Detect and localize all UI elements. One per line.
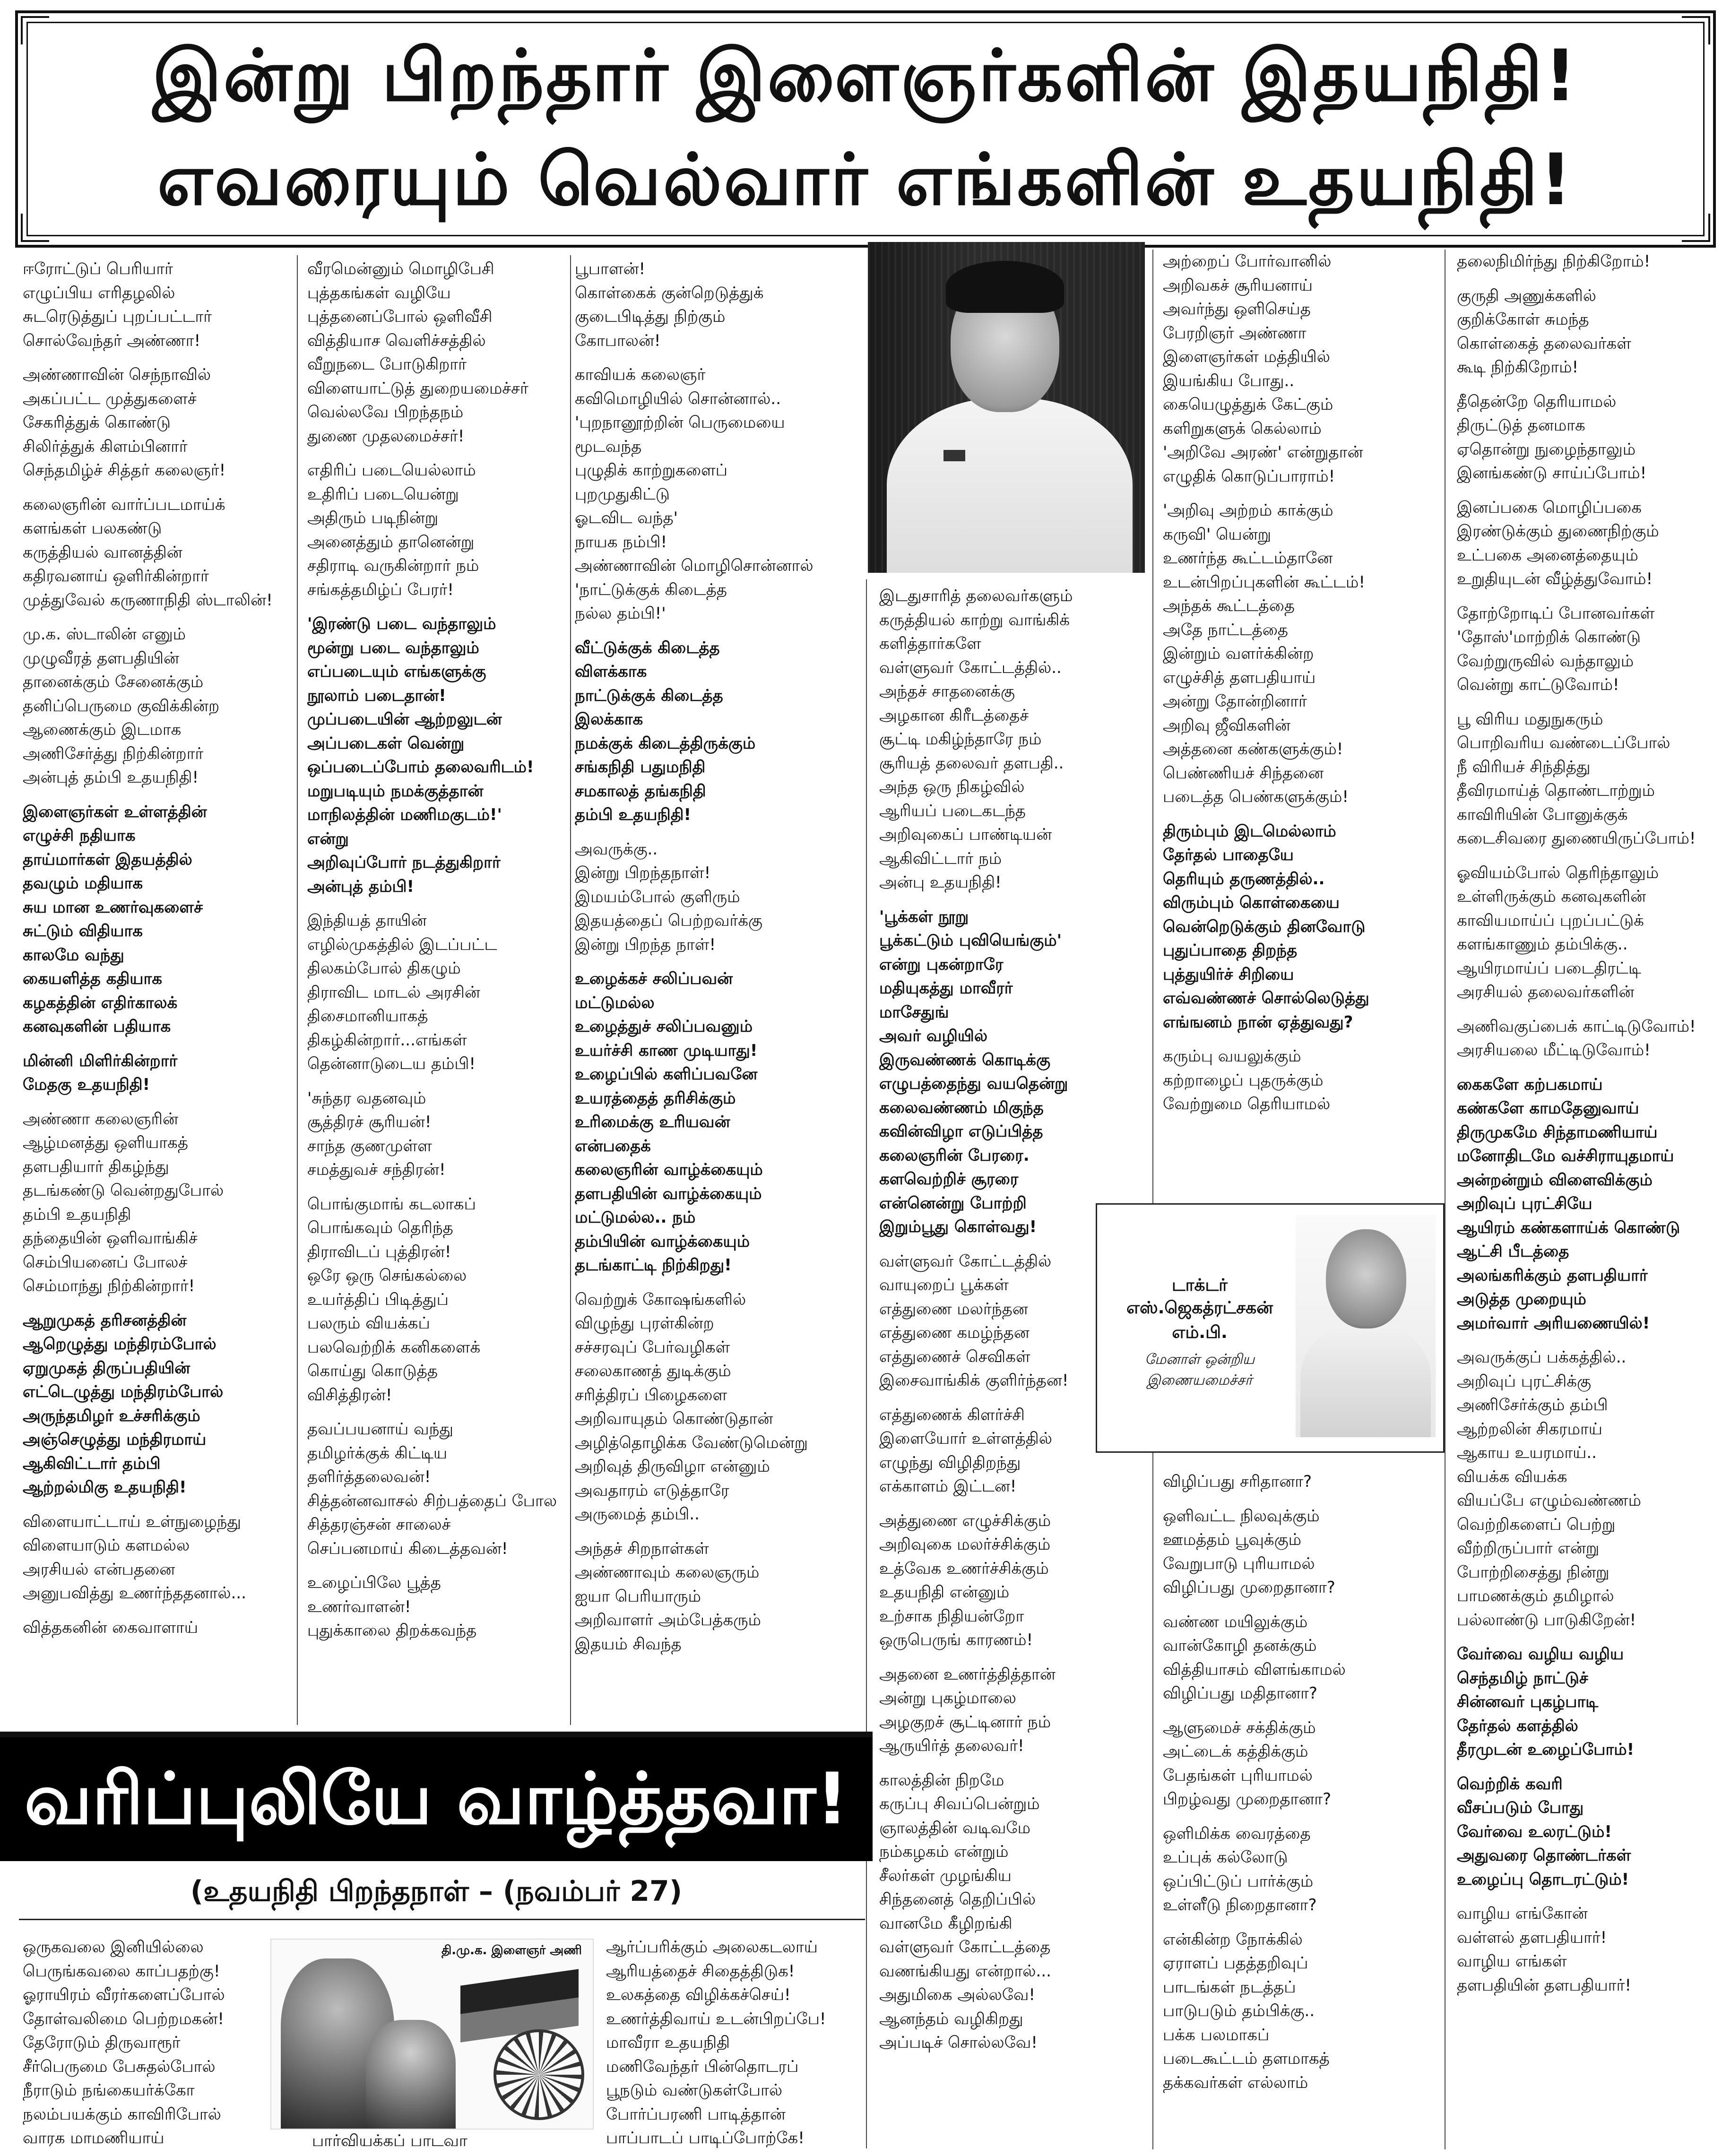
banner-corner [1682,214,1710,242]
poem-column-6 [1457,250,1722,2145]
stanza: ஒளிமிக்க வைரத்தை உப்புக் கல்லோடு ஒப்பிட்டுப் பார்க்கும் உள்ளீடு நிறைதானா? [1163,1824,1317,1915]
photo-figure-hair [946,261,1064,313]
stanza: பூபாளன்! கொள்கைக் குன்றெடுத்துக் குடைபிடித்து நிற்கும் கோபாலன்! [575,259,764,350]
stanza: ஈரோட்டுப் பெரியார் எழுப்பிய எரிதழலில் சுடரெடுத்துப் புறப்பட்டார் சொல்வேந்தர் அண்ணா! [23,259,212,350]
stanza: இளைஞர்கள் உள்ளத்தின் எழுச்சி நதியாக தாய்மார்கள் இதயத்தில் தவழும் மதியாக சுய மான உணர்வுகளைச் சுட்டும் விதியாக காலமே வந்து கையளித்த கதியாக கழகத்தின் எதிர்காலக் கனவுகளின் பதியாக [23,802,207,1036]
stanza: வெற்றுக் கோஷங்களில் விழுந்து புரள்கின்ற சச்சரவுப் பேர்வழிகள் சலைகாணத் துடிக்கும் சரித்திரப் பிழைகளை அறிவாயுதம் கொண்டுதான் அழித்தொழிக்க வேண்டுமென்று அறிவுத் திருவிழா என்னும் அவதாரம் எடுத்தாரே அருமைத் தம்பி.. [575,1290,808,1524]
stanza: இனப்பகை மொழிப்பகை இரண்டுக்கும் துணைநிற்கும் உட்பகை அனைத்தையும் உறுதியுடன் வீழ்த்துவோம்! [1457,498,1659,588]
stanza: 'பூக்கள் நூறு பூக்கட்டும் புவியெங்கும்' என்று புகன்றாரே மதியுகத்து மாவீரர் மாசேதுங் அவர் வழியில் இருவண்ணக் கொடிக்கு எழுபத்தைந்து வயதென்று கலைவண்ணம் மிகுந்த கவின்விழா எடுப்பித்த கலைஞரின் பேரரை. களவெற்றிச் சூரரை என்னென்று போற்றி இறும்பூது கொள்வது! [879,907,1068,1236]
stanza: அத்துணை எழுச்சிக்கும் அறிவுகை மலர்ச்சிக்கும் உத்வேக உணர்ச்சிக்கும் உதயநிதி என்னும் உற்சாக நிதியன்றோ ஒருபெருங் காரணம்! [879,1511,1051,1649]
author-title: டாக்டர் [1172,1276,1228,1295]
party-flag-icon [460,1969,579,2042]
poster-label: தி.மு.க. இளைஞர் அணி [441,1943,582,1958]
photo-figure-body [887,398,1133,573]
stanza: அண்ணாவின் செந்நாவில் அகப்பட்ட முத்துகளைச் சேகரித்துக் கொண்டு சிலிர்த்துக் கிளம்பினார் செந்தமிழ்ச் சித்தர் கலைஞர்! [23,365,226,480]
stanza: திரும்பும் இடமெல்லாம் தேர்தல் பாதையே தெரியும் தருணத்தில்.. விரும்பும் கொள்கையை வென்றெடுக்கும் தினவோடு புதுப்பாதை திறந்த புத்துயிர்ச் சிறியை எவ்வண்ணச் சொல்லெடுத்து எங்ஙனம் நான் ஏத்துவது? [1163,821,1369,1032]
stanza: ஆறுமுகத் தரிசனத்தின் ஆறெழுத்து மந்திரம்போல் ஏறுமுகத் திருப்பதியின் எட்டெழுத்து மந்திரம்போல் அருந்தமிழர் உச்சரிக்கும் அஞ்செழுத்து மந்திரமாய் ஆகிவிட்டார் தம்பி ஆற்றல்மிகு உதயநிதி! [23,1311,224,1497]
stanza: அவருக்குப் பக்கத்தில்.. அறிவுப் புரட்சிக்கு அணிசேர்க்கும் தம்பி ஆற்றலின் சிகரமாய் ஆகாய உயரமாய்.. வியக்க வியக்க வியப்பே எழும்வண்ணம் வெற்றிகளைப் பெற்று வீற்றிருப்பார் என்று போற்றிசைத்து நின்று பாமணக்கும் தமிழால் பல்லாண்டு பாடுகிறேன்! [1457,1348,1642,1630]
author-box [1096,1203,1445,1453]
stanza: உழைக்கச் சலிப்பவன் மட்டுமல்ல உழைத்துச் சலிப்பவனும் உயர்ச்சி காண முடியாது! உழைப்பில் களிப்பவனே உயரத்தைத் தரிசிக்கும் உரிமைக்கு உரியவன் என்பதைக் கலைஞரின் வாழ்க்கையும் தளபதியின் வாழ்க்கையும் மட்டுமல்ல.. நம் தம்பியின் வாழ்க்கையும் தடங்காட்டி நிற்கிறது! [575,969,763,1275]
stanza: வேர்வை வழிய வழிய செந்தமிழ் நாட்டுச் சின்னவர் புகழ்பாடி தேர்தல் களத்தில் தீரமுடன் உழைப்போம்! [1457,1645,1635,1759]
stanza: கரும்பு வயலுக்கும் கற்றாழைப் புதருக்கும் வேற்றுமை தெரியாமல் [1163,1047,1331,1113]
author-role-line-1: மேனாள் ஒன்றிய [1144,1351,1255,1368]
stanza: விளையாட்டாய் உள்நுழைந்து விளையாடும் களமல்ல அரசியல் என்பதனை அனுபவித்து உணர்ந்ததனால்... [23,1512,247,1603]
poem-column-1 [23,257,287,1713]
stanza: அவருக்கு.. இன்று பிறந்தநாள்! இமயம்போல் குளிரும் இதயத்தைப் பெற்றவர்க்கு இன்று பிறந்த நாள்! [575,839,763,954]
poem-column-3 [575,257,855,1713]
stanza: தோற்றோடிப் போனவர்கள் 'தோஸ்'மாற்றிக் கொண்டு வேற்றுருவில் வந்தாலும் வென்று காட்டுவோம்! [1457,604,1655,694]
banner-corner [21,214,49,242]
stanza: எதிரிப் படையெல்லாம் உதிரிப் படையென்று அதிரும் படிநின்று அனைத்தும் தானென்று சதிராடி வருகின்றார் நம் சங்கத்தமிழ்ப் பேரர்! [307,461,479,599]
author-name: எஸ்.ஜெகத்ரட்சகன் [1126,1298,1273,1318]
stanza: கலைஞரின் வார்ப்படமாய்க் களங்கள் பலகண்டு கருத்தியல் வானத்தின் கதிரவனாய் ஒளிர்கின்றார் முத்துவேல் கருணாநிதி ஸ்டாலின்! [23,495,273,610]
stanza: 'அறிவு அற்றம் காக்கும் கருவி' யென்று உணர்ந்த கூட்டம்தானே உடன்பிறப்புகளின் கூட்டம்! அந்தக் கூட்டத்தை அதே நாட்டத்தை இன்றும் வளர்க்கின்ற எழுச்சித் தளபதியாய் அன்று தோன்றினார் அறிவு ஜீவிகளின் அத்தனை கண்களுக்கும்! பெண்ணியச் சிந்தனை படைத்த பெண்களுக்கும்! [1163,501,1365,806]
rising-sun-icon [493,2029,584,2120]
stanza: ஒளிவட்ட நிலவுக்கும் ஊமத்தம் பூவுக்கும் வேறுபாடு புரியாமல் விழிப்பது முறைதானா? [1163,1506,1335,1597]
feature-divider [0,1732,873,1737]
stanza: வண்ண மயிலுக்கும் வான்கோழி தனக்கும் வித்தியாசம் விளங்காமல் விழிப்பது மதிதானா? [1163,1612,1346,1703]
column-rule [570,255,571,1725]
poem-column-8 [606,1935,871,2153]
stanza: தலைநிமிர்ந்து நிற்கிறோம்! [1457,252,1651,271]
stanza: 'சுந்தர வதனவும் சூத்திரச் சூரியன்! சாந்த குணமுள்ள சமத்துவச் சந்திரன்! [307,1088,446,1179]
stanza: உழைப்பிலே பூத்த உணர்வாளன்! புதுக்காலை திறக்கவந்த [307,1573,477,1640]
stanza: விழிப்பது சரிதானா? [1163,1472,1312,1491]
column-rule [866,579,867,2148]
stanza: ஒருகவலை இனியில்லை பெருங்கவலை காப்பதற்கு! ஓராயிரம் வீரர்களைப்போல் தோள்வலிமை பெற்றமகன்! தேரோடும் திருவாரூர் சீர்பெருமை பேசுதல்போல் நீராடும் நங்கையர்க்கோ நலம்பயக்கும் காவிரிபோல் வாரக மாமணியாய் [23,1938,225,2147]
party-poster-image [270,1939,594,2130]
stanza: அந்தச் சிறநாள்கள் அண்ணாவும் கலைஞரும் ஐயா பெரியாரும் அறிவாளர் அம்பேத்கரும் இதயம் சிவந்த [575,1539,761,1654]
stanza: தவப்பயனாய் வந்து தமிழர்க்குக் கிட்டிய தளிர்த்தலைவன்! சித்தன்னவாசல் சிற்பத்தைப் போல சித்தரஞ்சன் சாலைச் செப்பனமாய் கிடைத்தவன்! [307,1420,557,1558]
party-badge-icon [943,450,965,461]
stanza: 'இரண்டு படை வந்தாலும் மூன்று படை வந்தாலும் எப்படையும் எங்களுக்கு நூலாம் படைதான்! முப்படையின் ஆற்றலுடன் அப்படைகள் வென்று ஒப்படைப்போம் தலைவரிடம்! மறுபடியும் நமக்குத்தான் மாநிலத்தின் மணிமகுடம்!' என்று அறிவுப்போர் நடத்துகிறார் அன்புத் தம்பி! [307,614,534,896]
stanza: அண்ணா கலைஞரின் ஆழ்மனத்து ஒளியாகத் தளபதியார் திகழ்ந்து தடங்கண்டு வென்றதுபோல் தம்பி உதயநிதி தந்தையின் ஒளிவாங்கிச் செம்பியனைப் போலச் செம்மாந்து நிற்கின்றார்! [23,1109,224,1295]
stanza: வெற்றிக் கவரி வீசப்படும் போது வேர்வை உலரட்டும்! அதுவரை தொண்டர்கள் உழைப்பு தொடரட்டும்! [1457,1774,1631,1889]
poem-column-2 [307,257,566,1713]
author-photo [1296,1215,1436,1437]
feature-subtitle: (உதயநிதி பிறந்தநாள் – (நவம்பர் 27) [190,1875,683,1908]
column-rule [1152,250,1153,2149]
stanza: அணிவகுப்பைக் காட்டிடுவோம்! அரசியலை மீட்டிடுவோம்! [1457,1017,1696,1060]
stanza: வீட்டுக்குக் கிடைத்த விளக்காக நாட்டுக்குக் கிடைத்த இலக்காக நமக்குக் கிடைத்திருக்கும் சங்கநிதி பதுமநிதி சமகாலத் தங்கநிதி தம்பி உதயநிதி! [575,638,756,824]
column-rule [297,255,298,1725]
author-role-line-2: இணையமைச்சர் [1147,1372,1253,1388]
stanza: அதனை உணர்த்தித்தான் அன்று புகழ்மாலை அழகுறச் சூட்டினார் நம் ஆருயிர்த் தலைவர்! [879,1664,1056,1755]
stanza: வாழிய எங்கோன் வள்ளல் தளபதியார்! வாழிய எங்கள் தளபதியின் தளபதியார்! [1457,1904,1631,1995]
stanza: அற்றைப் போர்வானில் அறிவகச் சூரியனாய் அவர்ந்து ஒளிசெய்த பேரறிஞர் அண்ணா இளைஞர்கள் மத்தியில் இயங்கிய போது.. கையெழுத்துக் கேட்கும் களிறுகளுக் கெல்லாம் 'அறிவே அரண்' என்றுதான் எழுதிக் கொடுப்பாராம்! [1163,252,1363,486]
stanza: காவியக் கலைஞர் கவிமொழியில் சொன்னால்.. 'புறநானூற்றின் பெருமையை மூடவந்த புழுதிக் காற்றுகளைப் புறமுதுகிட்டு ஓடவிட வந்த' நாயக நம்பி! அண்ணாவின் மொழிசொன்னால் 'நாட்டுக்குக் கிடைத்த நல்ல தம்பி!' [575,365,814,623]
stanza: தீதென்றே தெரியாமல் திருட்டுத் தனமாக ஏதொன்று நுழைந்தாலும் இனங்கண்டு சாய்ப்போம்! [1457,392,1647,483]
stanza: மின்னி மிளிர்கின்றார் மேதகு உதயநிதி! [23,1051,178,1094]
stanza: வீரமென்னும் மொழிபேசி புத்தகங்கள் வழியே புத்தனைப்போல் ஒளிவீசி வித்தியாச வெளிச்சத்தில் வீறுநடை போடுகிறார் விளையாட்டுத் துறையமைச்சர் வெல்லவே பிறந்தநம் துணை முதலமைச்சர்! [307,259,528,446]
poem-column-7-tail: பார்வியக்கப் பாடவா [312,2131,467,2150]
udhayanidhi-photo [868,242,1145,573]
author-photo-body [1300,1324,1431,1437]
stanza: எத்துணைக் கிளர்ச்சி இளையோர் உள்ளத்தில் எழுந்து விழிதிறந்து எக்காளம் இட்டன! [879,1405,1052,1496]
poster-portrait-2 [366,2020,456,2129]
headline-line-1: இன்று பிறந்தார் இளைஞர்களின் இதயநிதி! [152,35,1579,117]
author-photo-face [1326,1229,1406,1328]
stanza: இந்தியத் தாயின் எழில்முகத்தில் இடப்பட்ட திலகம்போல் திகழும் திராவிட மாடல் அரசின் திசைமானியாகத் திகழ்கின்றார்...எங்கள் தென்னாடுடைய தம்பி! [307,911,497,1073]
stanza: வள்ளுவர் கோட்டத்தில் வாயுறைப் பூக்கள் எத்துணை மலர்ந்தன எத்துணை கமழ்ந்தன எத்துணைச் செவிகள் இசைவாங்கிக் குளிர்ந்தன! [879,1251,1069,1390]
poem-column-5-continued [1163,1470,1428,2146]
stanza: பொங்குமாங் கடலாகப் பொங்கவும் தெரிந்த திராவிடப் புத்திரன்! ஒரே ஒரு செங்கல்லை உயர்த்திப் பிடித்துப் பலரும் வியக்கப் பலவெற்றிக் கனிகளைக் கொய்து கொடுத்த விசித்திரன்! [307,1194,481,1405]
feature-rule [19,1919,865,1920]
author-degree: எம்.பி. [1172,1323,1228,1342]
stanza: என்கின்ற நோக்கில் ஏராளப் பதத்தறிவுப் பாடங்கள் நடத்தப் பாடுபடும் தம்பிக்கு.. பக்க பலமாகப் படைகூட்டம் தளமாகத் தக்கவர்கள் எல்லாம் [1163,1930,1330,2092]
stanza: ஆளுமைச் சக்திக்கும் அட்டைக் கத்திக்கும் பேதங்கள் புரியாமல் பிறழ்வது முறைதானா? [1163,1718,1332,1809]
stanza: இடதுசாரித் தலைவர்களும் கருத்தியல் காற்று வாங்கிக் களித்தார்களே வள்ளுவர் கோட்டத்தில்.. அந்தச் சாதனைக்கு அழகான கிரீடத்தைச் சூட்டி மகிழ்ந்தாரே நம் சூரியத் தலைவர் தளபதி.. அந்த ஒரு நிகழ்வில் ஆரியப் படைகடந்த அறிவுகைப் பாண்டியன் ஆகிவிட்டார் நம் அன்பு உதயநிதி! [879,586,1073,892]
poem-column-7 [23,1935,268,2153]
stanza: பூ விரிய மதுநுகரும் பொறிவரிய வண்டைப்போல் நீ விரியச் சிந்தித்து தீவிரமாய்த் தொண்டாற்றும் காவிரியின் போனுக்குக் கடைசிவரை துணையிருப்போம்! [1457,709,1696,848]
banner-corner [1682,16,1710,44]
headline-line-2: எவரையும் வெல்வார் எங்களின் உதயநிதி! [157,139,1574,221]
feature-title: வரிப்புலியே வாழ்த்தவா! [0,1737,873,1861]
poem-column-5 [1163,250,1428,1195]
stanza: குருதி அணுக்களில் குறிக்கோள் சுமந்த கொள்கைத் தலைவர்கள் கூடி நிற்கிறோம்! [1457,286,1631,377]
stanza: கைகளே கற்பகமாய் கண்களே காமதேனுவாய் திருமுகமே சிந்தாமணியாய் மனோதிடமே வச்சிராயுதமாய் அன்றன்றும் விளைவிக்கும் அறிவுப் புரட்சியே ஆயிரம் கண்களாய்க் கொண்டு ஆட்சி பீடத்தை அலங்கரிக்கும் தளபதியார் அடுத்த முறையும் அமர்வார் அரியணையில்! [1457,1075,1680,1333]
stanza: காலத்தின் நிறமே கருப்பு சிவப்பென்றும் ஞாலத்தின் வடிவமே நம்கழகம் என்றும் சீலர்கள் முழங்கிய சிந்தனைத் தெறிப்பில் வானமே கீழிறங்கி வள்ளுவர் கோட்டத்தை வணங்கியது என்றால்... அதுமிகை அல்லவே! ஆனந்தம் வழிகிறது அப்படிச் சொல்லவே! [879,1770,1051,2052]
stanza: மு.க. ஸ்டாலின் எனும் முழுவீரத் தளபதியின் தானைக்கும் சேனைக்கும் தனிப்பெருமை குவிக்கின்ற ஆணைக்கும் இடமாக அணிசேர்த்து நிற்கின்றார் அன்புத் தம்பி உதயநிதி! [23,625,220,787]
stanza: ஓவியம்போல் தெரிந்தாலும் உள்ளிருக்கும் கனவுகளின் காவியமாய்ப் புறப்பட்டுக் களங்காணும் தம்பிக்கு.. ஆயிரமாய்ப் படைதிரட்டி அரசியல் தலைவர்களின் [1457,863,1659,1001]
banner [15,10,1716,248]
banner-corner [21,16,49,44]
stanza: வித்தகனின் கைவாளாய் [23,1618,198,1637]
stanza: ஆர்ப்பரிக்கும் அலைகடலாய் ஆரியத்தைச் சிதைத்திடுக! உலகத்தை விழிக்கச்செய்! உணர்த்திவாய் உடன்பிறப்பே! மாவீரா உதயநிதி மணிவேந்தர் பின்தொடரப் பூநடும் வண்டுகள்போல் போர்ப்பரணி பாடித்தான் பாப்பாடப் பாடிப்போற்கே! [606,1938,826,2147]
